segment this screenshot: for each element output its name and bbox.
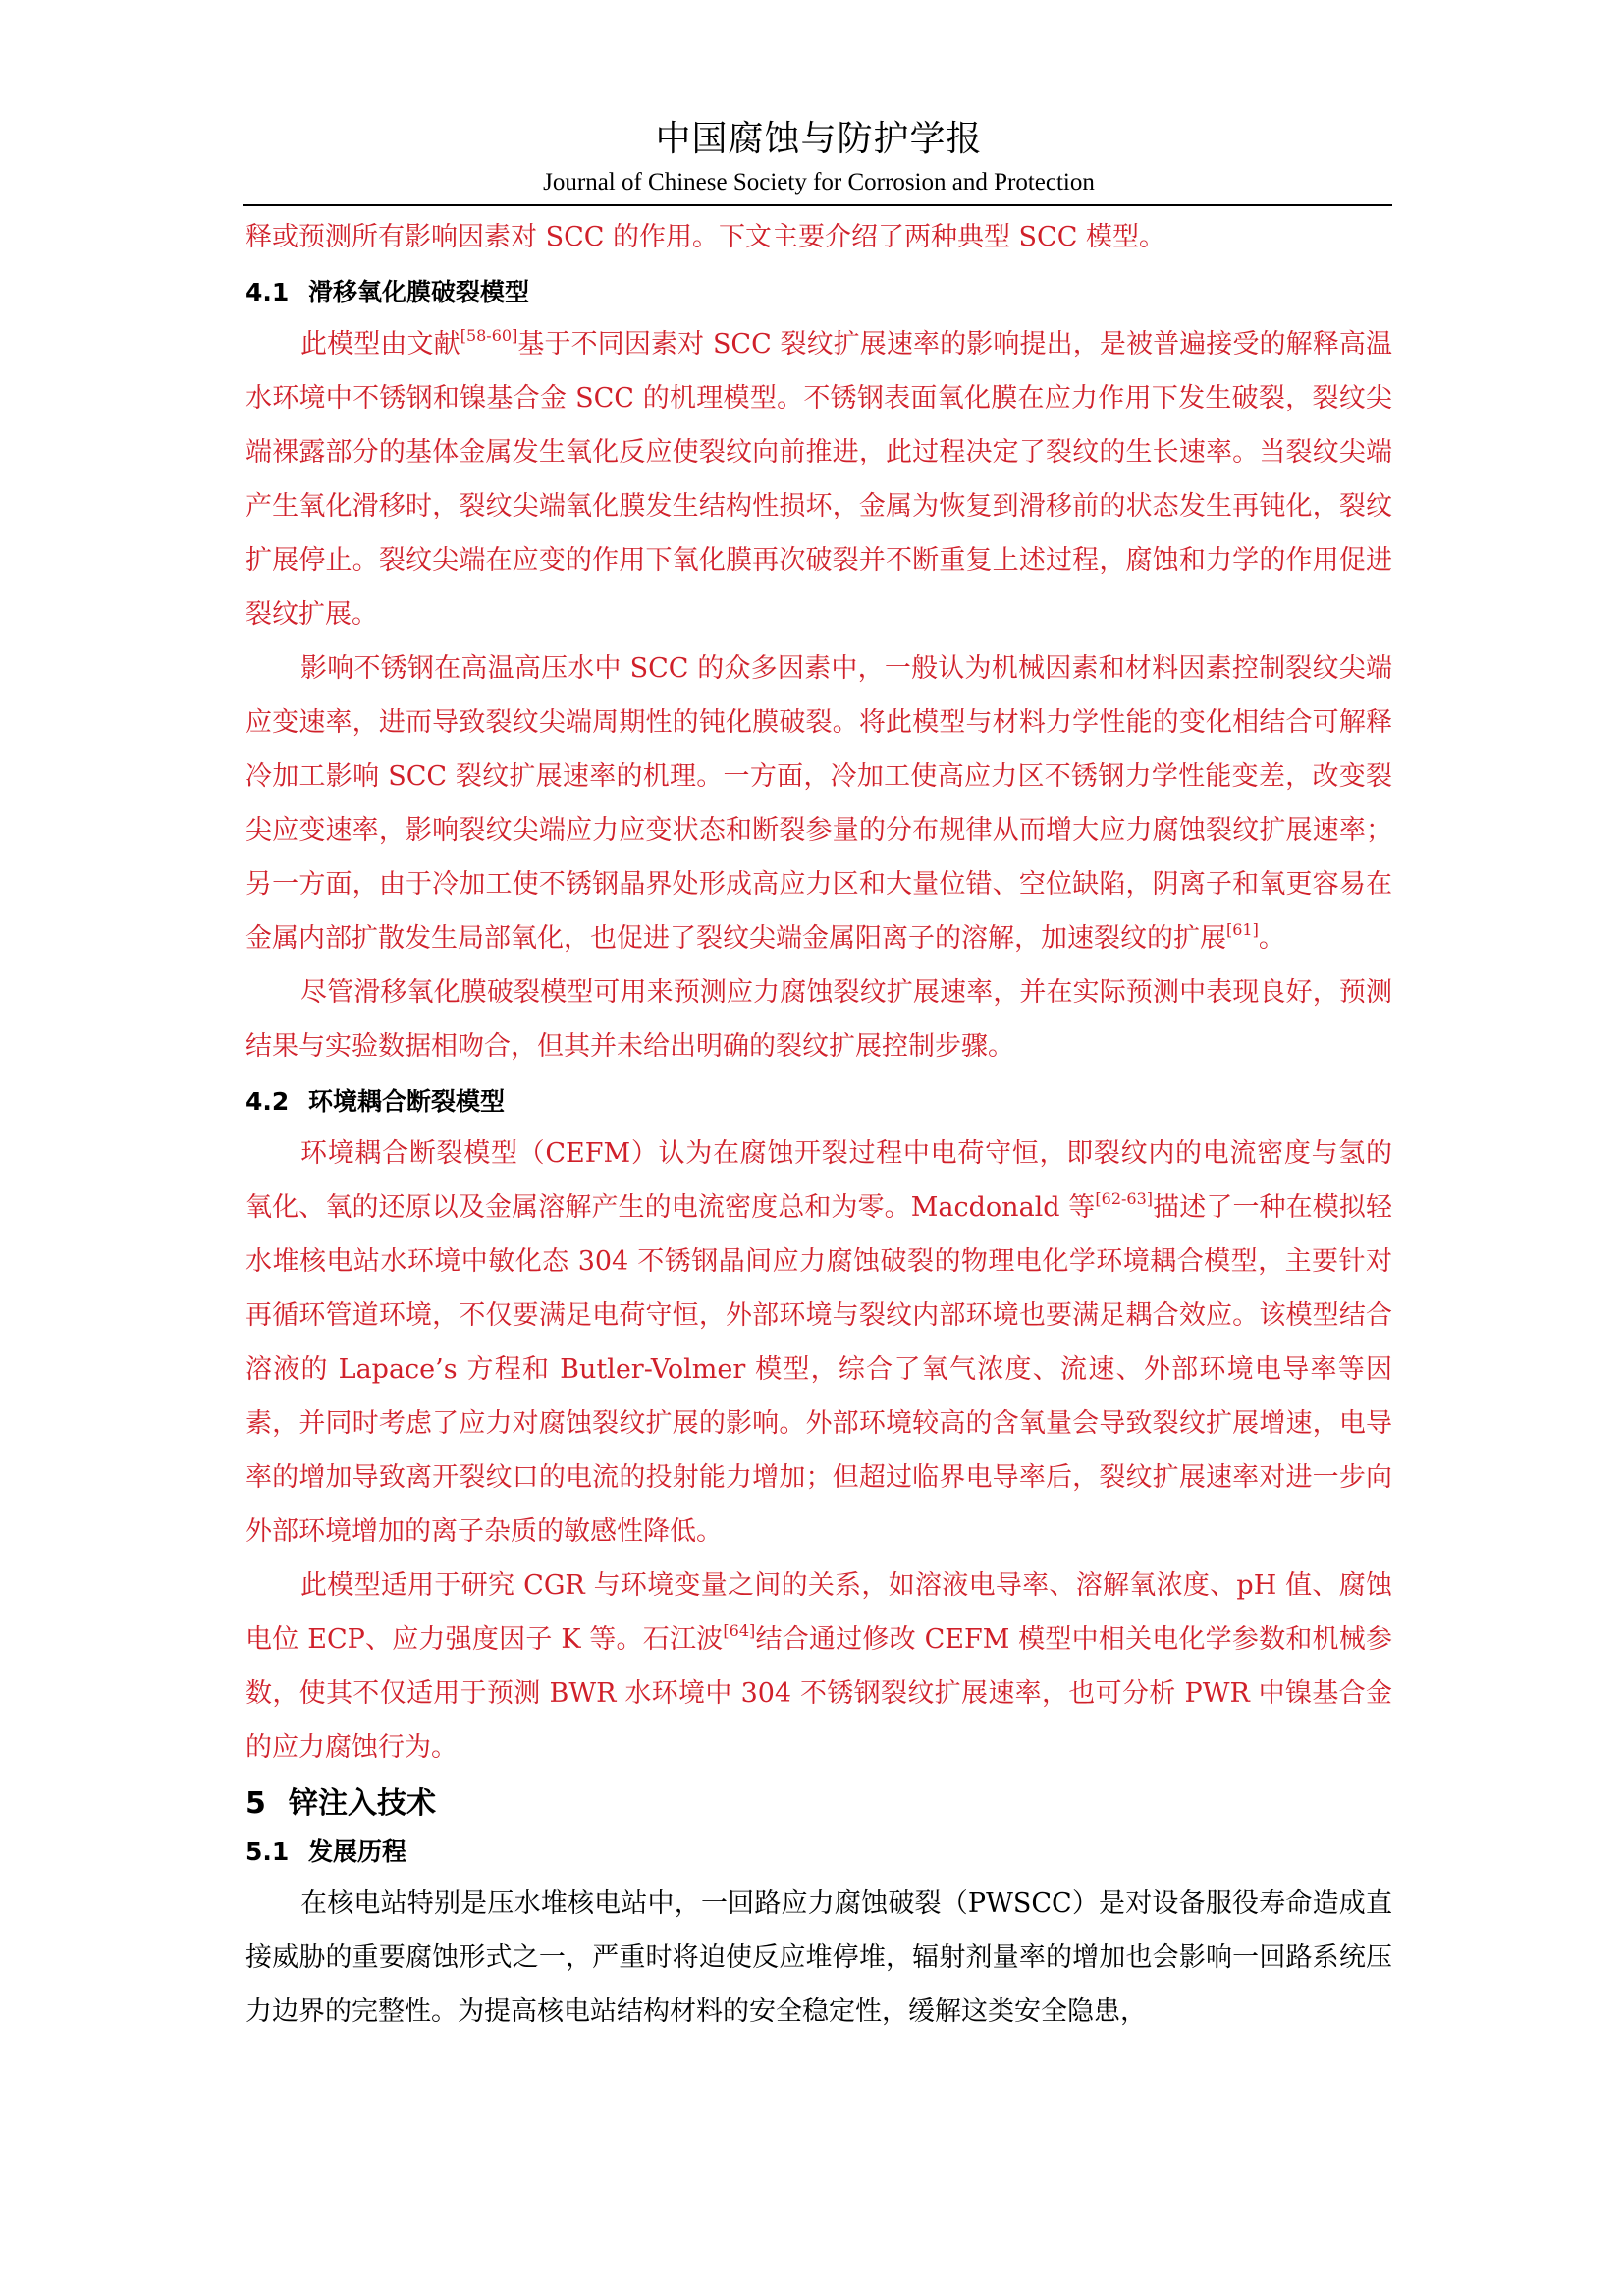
section-heading-5 xyxy=(245,1784,1392,1824)
citation: [58-60] xyxy=(460,326,518,345)
article-body xyxy=(245,210,1392,2039)
citation: [61] xyxy=(1226,920,1259,939)
text-span: 描述了一种在模拟轻水堆核电站水环境中敏化态 304 不锈钢晶间应力腐蚀破裂的物理电化学环境耦合模型，主要针对再循环管道环境，不仅要满足电荷守恒，外部环境与裂纹内部环境也要满足耦合效应。该模型结合溶液的 Lapace’s 方程和 Butler-Volmer 模型，综合了氧气浓度、流速、外部环境电导率等因素，并同时考虑了应力对腐蚀裂纹扩展的影响。外部环境较高的含氧量会导致裂纹扩展增速，电导率的增加导致离开裂纹口的电流的投射能力增加；但超过临界电导率后，裂纹扩展速率对进一步向外部环境增加的离子杂质的敏感性降低。 xyxy=(245,1192,1392,1547)
header-rule xyxy=(243,204,1392,206)
paragraph xyxy=(245,317,1392,641)
section-heading-4-2 xyxy=(245,1085,1392,1119)
paragraph xyxy=(245,1126,1392,1558)
text-span: 影响不锈钢在高温高压水中 SCC 的众多因素中，一般认为机械因素和材料因素控制裂纹尖端应变速率，进而导致裂纹尖端周期性的钝化膜破裂。将此模型与材料力学性能的变化相结合可解释冷加工影响 SCC 裂纹扩展速率的机理。一方面，冷加工使高应力区不锈钢力学性能变差，改变裂尖应变速率，影响裂纹尖端应力应变状态和断裂参量的分布规律从而增大应力腐蚀裂纹扩展速率；另一方面，由于冷加工使不锈钢晶界处形成高应力区和大量位错、空位缺陷，阴离子和氧更容易在金属内部扩散发生局部氧化，也促进了裂纹尖端金属阳离子的溶解，加速裂纹的扩展 xyxy=(245,653,1392,954)
citation: [62-63] xyxy=(1095,1189,1153,1208)
text-span: 此模型由文献 xyxy=(300,329,460,359)
section-number: 4.1 xyxy=(245,278,290,306)
journal-header xyxy=(245,116,1392,198)
citation: [64] xyxy=(723,1621,756,1640)
section-title: 滑移氧化膜破裂模型 xyxy=(308,278,530,306)
section-heading-5-1 xyxy=(245,1835,1392,1869)
paragraph: 尽管滑移氧化膜破裂模型可用来预测应力腐蚀裂纹扩展速率，并在实际预测中表现良好，预测结果与实验数据相吻合，但其并未给出明确的裂纹扩展控制步骤。 xyxy=(245,977,1392,1062)
paragraph-continuation: 释或预测所有影响因素对 SCC 的作用。下文主要介绍了两种典型 SCC 模型。 xyxy=(245,222,1165,252)
paragraph: 在核电站特别是压水堆核电站中，一回路应力腐蚀破裂（PWSCC）是对设备服役寿命造成直接威胁的重要腐蚀形式之一，严重时将迫使反应堆停堆，辐射剂量率的增加也会影响一回路系统压力边界的完整性。为提高核电站结构材料的安全稳定性，缓解这类安全隐患， xyxy=(245,1888,1392,2027)
journal-title-cn: 中国腐蚀与防护学报 xyxy=(655,119,983,159)
section-number: 4.2 xyxy=(245,1087,290,1116)
journal-title-en: Journal of Chinese Society for Corrosion and Protection xyxy=(543,169,1095,195)
text-span: 基于不同因素对 SCC 裂纹扩展速率的影响提出，是被普遍接受的解释高温水环境中不锈钢和镍基合金 SCC 的机理模型。不锈钢表面氧化膜在应力作用下发生破裂，裂纹尖端裸露部分的基体金属发生氧化反应使裂纹向前推进，此过程决定了裂纹的生长速率。当裂纹尖端产生氧化滑移时，裂纹尖端氧化膜发生结构性损坏，金属为恢复到滑移前的状态发生再钝化，裂纹扩展停止。裂纹尖端在应变的作用下氧化膜再次破裂并不断重复上述过程，腐蚀和力学的作用促进裂纹扩展。 xyxy=(245,329,1393,629)
section-heading-4-1 xyxy=(245,276,1392,309)
section-title: 发展历程 xyxy=(308,1837,407,1866)
section-title: 环境耦合断裂模型 xyxy=(308,1087,506,1116)
section-number: 5 xyxy=(245,1786,266,1821)
paragraph xyxy=(245,641,1392,965)
section-number: 5.1 xyxy=(245,1837,290,1866)
text-span: 结合通过修改 CEFM 模型中相关电化学参数和机械参数，使其不仅适用于预测 BWR 水环境中 304 不锈钢裂纹扩展速率，也可分析 PWR 中镍基合金的应力腐蚀行为。 xyxy=(245,1624,1392,1763)
text-span: 此模型适用于研究 CGR 与环境变量之间的关系，如溶液电导率、溶解氧浓度、pH 值、腐蚀电位 ECP、应力强度因子 K 等。石江波 xyxy=(245,1570,1392,1655)
paragraph xyxy=(245,1558,1392,1775)
section-title: 锌注入技术 xyxy=(289,1786,436,1821)
text-span: 。 xyxy=(1258,923,1285,954)
text-span: 环境耦合断裂模型（CEFM）认为在腐蚀开裂过程中电荷守恒，即裂纹内的电流密度与氢的氧化、氧的还原以及金属溶解产生的电流密度总和为零。Macdonald 等 xyxy=(245,1138,1392,1223)
